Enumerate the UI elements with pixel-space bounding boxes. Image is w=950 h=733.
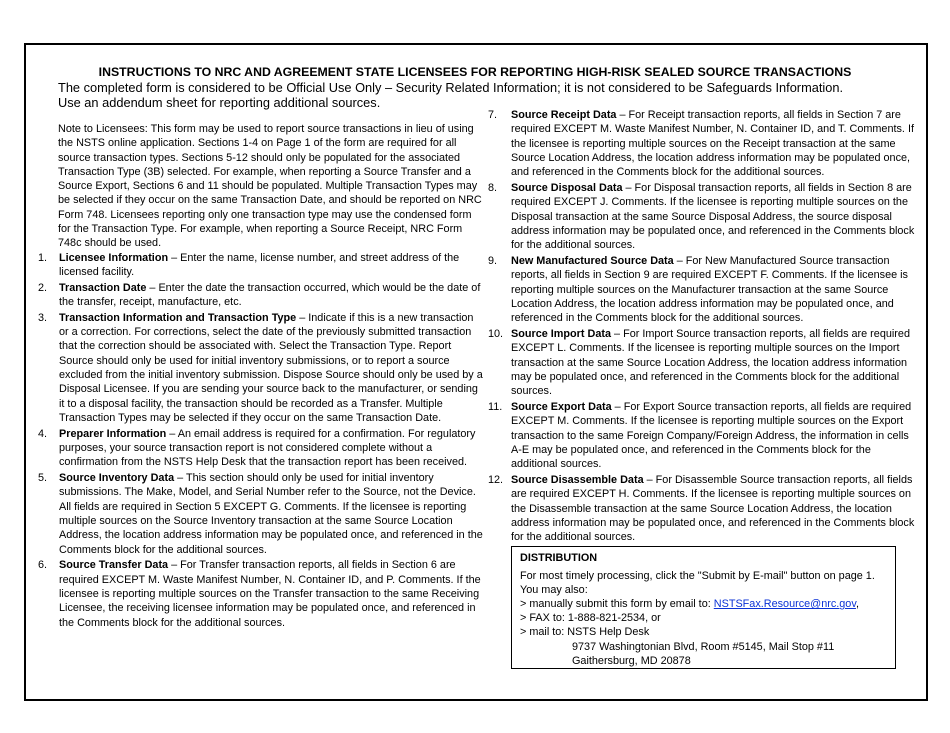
item-text: – For Import Source transaction reports, all fields are required EXCEPT L. Comments. If the licensee is reporting multiple sources on the Import transaction at the same Source Location Address, the location address information may be populated once, and referenced in the Comments block for the additional sources. — [511, 327, 910, 398]
note-to-licensees: Note to Licensees: This form may be used to report source transactions in lieu of using the NSTS online application. Sections 1-4 on Page 1 of the form are required for all source transaction types. Sections 5-12 should only be populated for the associated Transaction Type (3B) selected. For example, when reporting a Source Transfer and a Source Export, Sections 6 and 11 should be populated. Multiple Transaction Types may be selected if they occur on the same Transaction Date, and should be reported on NRC Form 748. Licensees reporting only one transaction type may use the condensed form for the Transaction Type. For example, when reporting a Source Receipt, NRC Form 748c should be used. — [58, 123, 482, 250]
item-body — [511, 400, 920, 471]
item-text: – Enter the name, license number, and street address of the licensed facility. — [59, 251, 460, 278]
item-heading: Preparer Information — [59, 427, 167, 440]
item-number: 7. — [488, 109, 498, 121]
left-instruction-list — [38, 251, 484, 630]
distribution-intro: For most timely processing, click the "Submit by E-mail" button on page 1. — [520, 570, 875, 583]
item-heading: Source Disposal Data — [511, 181, 623, 194]
item-heading: Source Transfer Data — [59, 559, 169, 572]
item-text: – For Export Source transaction reports, all fields are required EXCEPT M. Comments. If the licensee is reporting multiple sources on the Export transaction to the same Foreign Company/Foreign Address, the information in cells A-E may be populated once, and referenced in the Comments block for the additional sources. — [511, 400, 912, 471]
item-text: – For Disassemble Source transaction reports, all fields are required EXCEPT H. Comments. If the licensee is reporting multiple sources on the Disassemble transaction at the same Source Location Address, the location address information may be populated once, and referenced in the Comments block for the additional sources. — [511, 473, 915, 544]
item-body — [511, 254, 920, 325]
item-heading: Transaction Information and Transaction Type — [59, 311, 297, 324]
item-body — [59, 281, 484, 310]
item-heading: Transaction Date — [59, 281, 147, 294]
item-body — [59, 427, 484, 470]
item-body — [511, 108, 920, 179]
item-text: – Indicate if this is a new transaction or a correction. For corrections, select the date of the previously submitted transaction that the correction should be associated with. Select the Transaction Type. Report Source should only be used for initial inventory submissions, or to report a source excluded from the initial inventory submission. Dispose Source should only be used by a Disposal Licensee. If you are sending your source back to the manufacturer, or sending it to a disposal facility, the transaction should be recorded as a Transfer. Multiple Transaction Types may be selected if they occur on the same Transaction Date. — [59, 311, 483, 424]
item-body — [511, 181, 920, 252]
subtitle-line-1: The completed form is considered to be Official Use Only – Security Related Information; it is not considered to be Safeguards Information. — [58, 80, 844, 95]
item-heading: Source Disassemble Data — [511, 473, 644, 486]
item-heading: New Manufactured Source Data — [511, 254, 674, 267]
email-prefix: > manually submit this form by email to: — [520, 598, 714, 611]
item-number: 3. — [38, 311, 48, 324]
item-number: 9. — [488, 254, 498, 267]
item-number: 4. — [38, 427, 48, 440]
item-number: 2. — [38, 281, 48, 294]
item-number: 1. — [38, 251, 48, 264]
item-text: – For Receipt transaction reports, all fields in Section 7 are required EXCEPT M. Waste Manifest Number, N. Container ID, and T. Comments. If the licensee is reporting multiple sources on the Receipt transaction at the same Source Location Address, the location address information may be populated once, and referenced in the Comments block for the additional sources. — [511, 109, 914, 179]
instruction-item — [38, 558, 484, 629]
distribution-fax: > FAX to: 1-888-821-2534, or — [520, 612, 661, 625]
right-column — [488, 108, 920, 546]
right-instruction-list — [488, 108, 920, 544]
item-number: 12. — [488, 473, 504, 486]
email-link[interactable]: NSTSFax.Resource@nrc.gov — [713, 598, 856, 611]
instruction-item — [488, 400, 920, 471]
item-number: 11. — [488, 400, 503, 413]
item-text: – This section should only be used for initial inventory submissions. The Make, Model, and Serial Number refer to the Source, not the Device. All fields are required in Section 5 EXCEPT G. Comments. If the licensee is reporting multiple sources on the Source Inventory transaction at the same Source Location Address, the location address information may be populated once, and referenced in the Comments block for the additional sources. — [59, 472, 483, 556]
item-number: 8. — [488, 181, 498, 194]
instruction-item — [488, 181, 920, 252]
page-title: INSTRUCTIONS TO NRC AND AGREEMENT STATE LICENSEES FOR REPORTING HIGH-RISK SEALED SOURCE TRANSACTIONS — [98, 65, 852, 79]
instruction-item — [38, 281, 484, 310]
item-body — [59, 311, 484, 425]
item-number: 6. — [38, 559, 48, 572]
instruction-item — [488, 473, 920, 544]
item-text: – For New Manufactured Source transaction reports, all fields in Section 9 are required EXCEPT F. Comments. If the licensee is reporting multiple sources on the Manufacturer transaction at the same Source Location Address, the location address information may be populated once, and referenced in the Comments block for the additional sources. — [511, 254, 908, 325]
item-text: – Enter the date the transaction occurred, which would be the date of the transfer, receipt, manufacture, etc. — [59, 281, 481, 309]
item-heading: Source Receipt Data — [511, 109, 617, 121]
email-suffix: , — [855, 598, 859, 611]
item-heading: Source Import Data — [511, 327, 612, 340]
distribution-may-also: You may also: — [520, 584, 588, 597]
instruction-item — [38, 251, 484, 280]
distribution-address-line-2: Gaithersburg, MD 20878 — [572, 654, 691, 667]
distribution-address-line-1: 9737 Washingtonian Blvd, Room #5145, Mail Stop #11 — [572, 640, 835, 653]
instruction-item — [488, 108, 920, 179]
instruction-item — [488, 327, 920, 398]
item-number: 5. — [38, 472, 48, 485]
distribution-mail: > mail to: NSTS Help Desk — [520, 626, 650, 639]
instruction-item — [38, 427, 484, 470]
instruction-item — [38, 311, 484, 425]
item-body — [59, 251, 484, 280]
item-heading: Source Inventory Data — [59, 472, 175, 485]
instruction-item — [488, 254, 920, 325]
item-body — [511, 473, 920, 544]
item-text: – For Disposal transaction reports, all fields in Section 8 are required EXCEPT J. Comments. If the licensee is reporting multiple sources on the Disposal transaction at the same Source Disposal Address, the source disposal address information may be populated once, and referenced in the Comments block for the additional sources. — [511, 181, 915, 252]
item-text: – An email address is required for a confirmation. For regulatory purposes, your source transaction report is not considered complete without a confirmation from the NSTS Help Desk that the transaction report has been received. — [59, 427, 476, 469]
distribution-box — [511, 546, 896, 669]
item-body — [511, 327, 920, 398]
item-body — [59, 471, 484, 557]
item-heading: Source Export Data — [511, 400, 612, 413]
item-number: 10. — [488, 327, 504, 340]
distribution-heading: DISTRIBUTION — [520, 552, 598, 564]
item-heading: Licensee Information — [59, 251, 169, 264]
instruction-item — [38, 471, 484, 557]
left-column — [38, 122, 484, 631]
item-body — [59, 558, 484, 629]
item-text: – For Transfer transaction reports, all fields in Section 6 are required EXCEPT M. Waste Manifest Number, N. Container ID, and P. Comments. If the licensee is reporting multiple sources on the Transfer transaction to the same Receiving Licensee, the receiving licensee information may be populated once, and referenced in the Comments block for the additional sources. — [59, 559, 481, 629]
subtitle-line-2: Use an addendum sheet for reporting additional sources. — [58, 95, 381, 110]
distribution-email-line — [520, 597, 895, 611]
